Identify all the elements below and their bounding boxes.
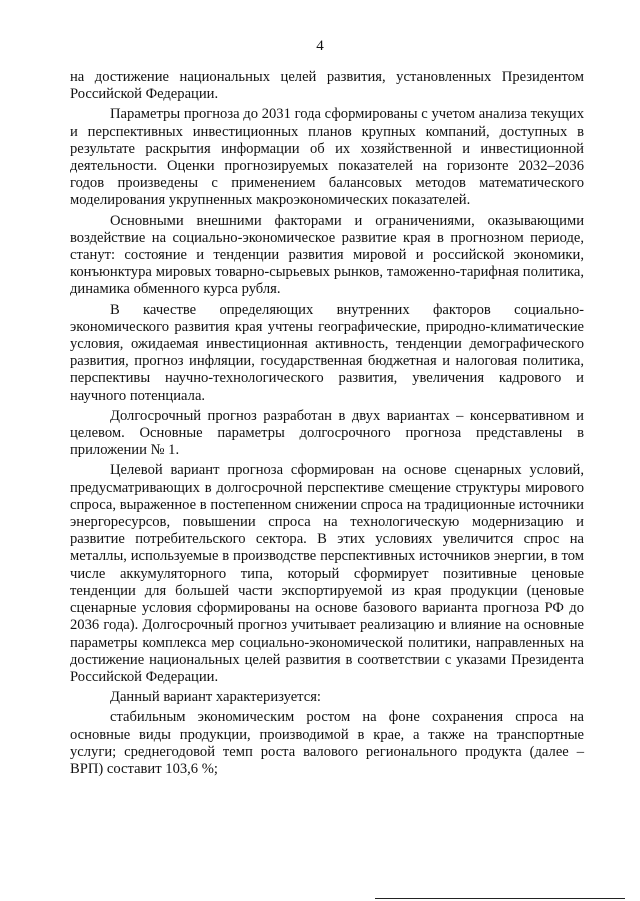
page-number: 4: [316, 38, 324, 54]
paragraph-external-factors: Основными внешними факторами и ограничениями, оказывающими воздействие на социально-экономическое развитие края в прогнозном периоде, станут: состояние и тенденции развития мировой и российской экономики, конъюнктура мировых товарно-сырьевых рынков, таможенно-тарифная политика, динамика обменного курса рубля.: [70, 212, 584, 298]
paragraph-forecast-parameters: Параметры прогноза до 2031 года сформированы с учетом анализа текущих и перспективных инвестиционных планов крупных компаний, доступных в результате раскрытия информации об их хозяйственной и инвестиционной деятельности. Оценки прогнозируемых показателей на горизонте 2032–2036 годов произведены с применением балансовых методов математического моделирования укрупненных макроэкономических показателей.: [70, 106, 584, 209]
paragraph-variants: Долгосрочный прогноз разработан в двух вариантах – консервативном и целевом. Основные параметры долгосрочного прогноза представлены в приложении № 1.: [70, 407, 584, 459]
document-body: [70, 69, 584, 778]
footer-rule: [375, 898, 625, 899]
paragraph-characteristics-intro: Данный вариант характеризуется:: [110, 689, 321, 706]
paragraph-economic-growth: стабильным экономическим ростом на фоне сохранения спроса на основные виды продукции, производимой в крае, а также на транспортные услуги; среднегодовой темп роста валового регионального продукта (далее – ВРП) составит 103,6 %;: [70, 709, 584, 777]
paragraph-continuation: на достижение национальных целей развития, установленных Президентом Российской Федерации.: [70, 69, 584, 103]
paragraph-internal-factors: В качестве определяющих внутренних факторов социально-экономического развития края учтены географические, природно-климатические условия, ожидаемая инвестиционная активность, тенденции демографического развития, прогноз инфляции, государственная бюджетная и налоговая политика, перспективы научно-технологического развития, увеличения кадрового и научного потенциала.: [70, 301, 584, 404]
paragraph-target-variant: Целевой вариант прогноза сформирован на основе сценарных условий, предусматривающих в долгосрочной перспективе смещение структуры мирового спроса, выраженное в постепенном снижении спроса на традиционные источники энергоресурсов, повышении спроса на технологическую модернизацию и развитие потребительского сектора. В этих условиях увеличится спрос на металлы, используемые в производстве перспективных источников энергии, в том числе аккумуляторного типа, который сформирует позитивные ценовые тенденции для большей части экспортируемой из края продукции (ценовые сценарные условия сформированы на основе базового варианта прогноза РФ до 2036 года). Долгосрочный прогноз учитывает реализацию и влияние на основные параметры комплекса мер социально-экономической политики, направленных на достижение национальных целей развития в соответствии с указами Президента Российской Федерации.: [70, 462, 584, 685]
